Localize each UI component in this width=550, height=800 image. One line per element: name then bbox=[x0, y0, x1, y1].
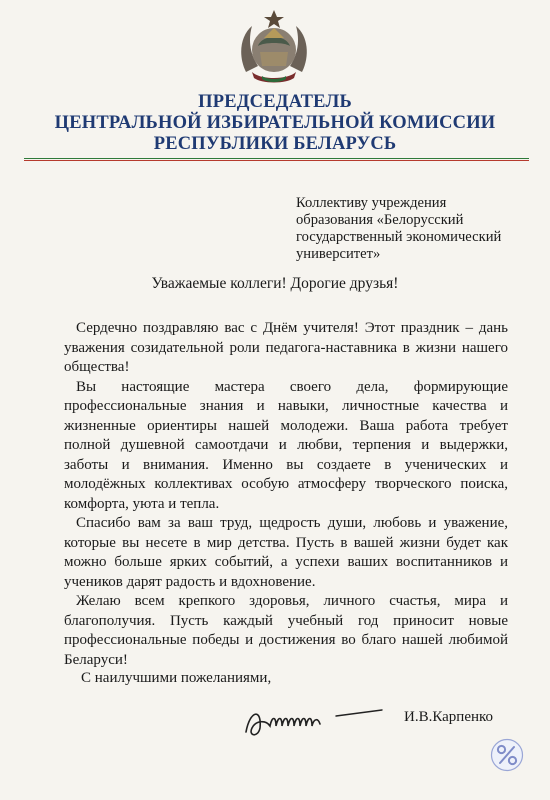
addressee-line-1: Коллективу учреждения bbox=[296, 195, 447, 211]
signer-name: И.В.Карпенко bbox=[404, 709, 494, 725]
handwritten-signature-icon bbox=[240, 702, 410, 742]
letterhead-title bbox=[0, 92, 550, 155]
addressee-line-2: образования «Белорусский bbox=[296, 212, 464, 228]
addressee-line-4: университет» bbox=[296, 246, 381, 262]
addressee-line-3: государственный экономический bbox=[296, 229, 502, 245]
belarus-state-emblem-icon bbox=[232, 6, 316, 86]
addressee-block bbox=[296, 195, 536, 263]
body-paragraph-2: Вы настоящие мастера своего дела, формирующие профессиональные знания и навыки, личностные качества и жизненные ориентиры нашей молодежи. Ваша работа требует полной душевной самоотдачи и любви, терпения и выдержки, заботы и внимания. Именно вы создаете в ученических и молодёжных коллективах особую атмосферу творческого поиска, комфорта, уюта и тепла. bbox=[64, 378, 508, 512]
closing-phrase: С наилучшими пожеланиями, bbox=[81, 670, 272, 686]
body-paragraph-3: Спасибо вам за ваш труд, щедрость души, любовь и уважение, которые вы несете в мир детства. Пусть в вашей жизни будет как можно больше ярких событий, а успехи ваших воспитанников и учеников дарят радость и вдохновение. bbox=[64, 515, 508, 590]
letterhead-divider-red bbox=[24, 160, 529, 161]
percent-badge-icon bbox=[490, 738, 524, 772]
letterhead-title-line-3: РЕСПУБЛИКИ БЕЛАРУСЬ bbox=[153, 134, 397, 154]
letterhead-title-line-2: ЦЕНТРАЛЬНОЙ ИЗБИРАТЕЛЬНОЙ КОМИССИИ bbox=[54, 113, 496, 133]
letterhead-divider-green bbox=[24, 158, 529, 159]
body-paragraph-4: Желаю всем крепкого здоровья, личного счастья, мира и благополучия. Пусть каждый учебный год приносит новые профессиональные победы и достижения во благо нашей любимой Беларуси! bbox=[64, 593, 508, 668]
letterhead-title-line-1: ПРЕДСЕДАТЕЛЬ bbox=[198, 92, 352, 112]
letter-body bbox=[64, 319, 508, 670]
body-paragraph-1: Сердечно поздравляю вас с Днём учителя! Этот праздник – дань уважения созидательной роли педагога-наставника в жизни нашего общества! bbox=[64, 320, 508, 375]
salutation: Уважаемые коллеги! Дорогие друзья! bbox=[151, 275, 399, 292]
